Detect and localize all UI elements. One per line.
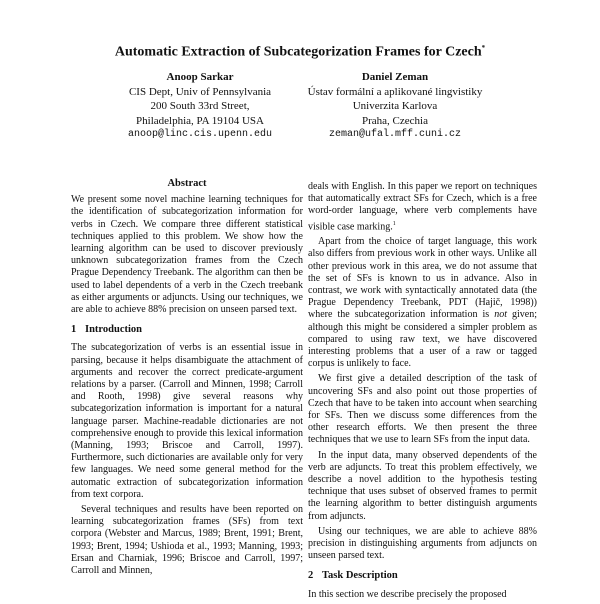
author-block-2 bbox=[290, 70, 500, 143]
author-affiliation-line: Philadelphia, PA 19104 USA bbox=[136, 114, 264, 127]
author-affiliation-line: CIS Dept, Univ of Pennsylvania bbox=[128, 85, 272, 98]
paragraph-text: Apart from the choice of target language, this work also differs from previous work in other ways. Unlike all other previous work in this area, we do not assume that the set of SFs is known to us in advance. Also in contrast, we work with syntactically annotated data (the Prague Dependency Treebank, PDT (Hajič, 1998)) where the subcategorization information is bbox=[308, 236, 537, 321]
paragraph: Several techniques and results have been reported on learning subcategorization frames (SFs) from text corpora (Webster and Marcus, 1989; Brent, 1991; Brent, 1993; Brent, 1994; Ushioda et al., 1993; Manning, 1993; Ersan and Charniak, 1996; Briscoe and Carroll, 1997; Carroll and Minnen, bbox=[71, 504, 303, 577]
section-number: 2 bbox=[308, 570, 314, 582]
abstract-text: We present some novel machine learning techniques for the identification of subcategorization information for verbs in Czech. We compare three different statistical techniques applied to this problem. We show how the learning algorithm can be used to discover previously unknown subcategorization frames from the Czech Prague Dependency Treebank. The algorithm can then be used to label dependents of a verb in the Czech treebank as either arguments or adjuncts. Using our techniques, we are able to achieve 88% precision on unseen parsed text. bbox=[71, 194, 303, 316]
author-email: zeman@ufal.mff.cuni.cz bbox=[328, 129, 462, 140]
paragraph: Using our techniques, we are able to achieve 88% precision in distinguishing arguments from adjuncts on unseen parsed text. bbox=[308, 525, 537, 562]
author-email: anoop@linc.cis.upenn.edu bbox=[127, 129, 273, 140]
author-affiliation-line: Ústav formální a aplikované lingvistiky bbox=[307, 85, 483, 98]
right-column bbox=[308, 181, 537, 604]
section-title: Task Description bbox=[322, 570, 398, 582]
section-number: 1 bbox=[71, 324, 77, 336]
author-name: Anoop Sarkar bbox=[166, 71, 234, 83]
paragraph bbox=[308, 181, 537, 233]
author-affiliation-line: Univerzita Karlova bbox=[352, 100, 438, 112]
author-affiliation-line: 200 South 33rd Street, bbox=[150, 100, 250, 112]
paragraph: We first give a detailed description of the task of uncovering SFs and also point out those properties of Czech that have to be taken into account when searching for SFs. Then we discuss some differences from the other research efforts. We then present the three techniques that we use to learn SFs from the input data. bbox=[308, 373, 537, 446]
abstract-heading: Abstract bbox=[167, 178, 207, 189]
section-heading bbox=[308, 570, 537, 582]
paragraph bbox=[308, 236, 537, 370]
paper-title bbox=[0, 44, 600, 61]
title-footnote-mark: * bbox=[481, 44, 486, 52]
footnote-mark: 1 bbox=[392, 220, 396, 227]
paragraph: In the input data, many observed dependents of the verb are adjuncts. To treat this problem effectively, we describe a novel addition to the hypothesis testing technique that uses subset of observed frames to permit the learning algorithm to better distinguish arguments from adjuncts. bbox=[308, 449, 537, 522]
paragraph: The subcategorization of verbs is an essential issue in parsing, because it helps disambiguate the attachment of arguments and recover the correct predicate-argument relations by a parser. (Carroll and Minnen, 1998; Carroll and Rooth, 1998) give several reasons why subcategorization information is important for a natural language parser. Machine-readable dictionaries are not comprehensive enough to provide this lexical information (Manning, 1993; Briscoe and Carroll, 1997). Furthermore, such dictionaries are available only for very few languages. We need some general method for the automatic extraction of subcategorization information from text corpora. bbox=[71, 342, 303, 500]
author-name: Daniel Zeman bbox=[361, 71, 429, 83]
section-heading bbox=[71, 324, 303, 336]
paper-title-text: Automatic Extraction of Subcategorization Frames for Czech bbox=[114, 44, 482, 60]
emphasis: not bbox=[494, 309, 507, 321]
paragraph-text: deals with English. In this paper we report on techniques that automatically extract SFs for Czech, which is a free word-order language, where verb complements have visible case marking. bbox=[308, 181, 537, 232]
author-block-1 bbox=[100, 70, 300, 143]
left-column bbox=[71, 178, 303, 580]
paragraph-text: given; although this might be considered a simpler problem as compared to using raw text, we have discovered interesting problems that a user of a raw or tagged corpus is unlikely to face. bbox=[308, 309, 537, 370]
author-affiliation-line: Praha, Czechia bbox=[362, 114, 428, 127]
section-title: Introduction bbox=[85, 324, 142, 336]
paragraph: In this section we describe precisely the proposed bbox=[308, 588, 507, 600]
